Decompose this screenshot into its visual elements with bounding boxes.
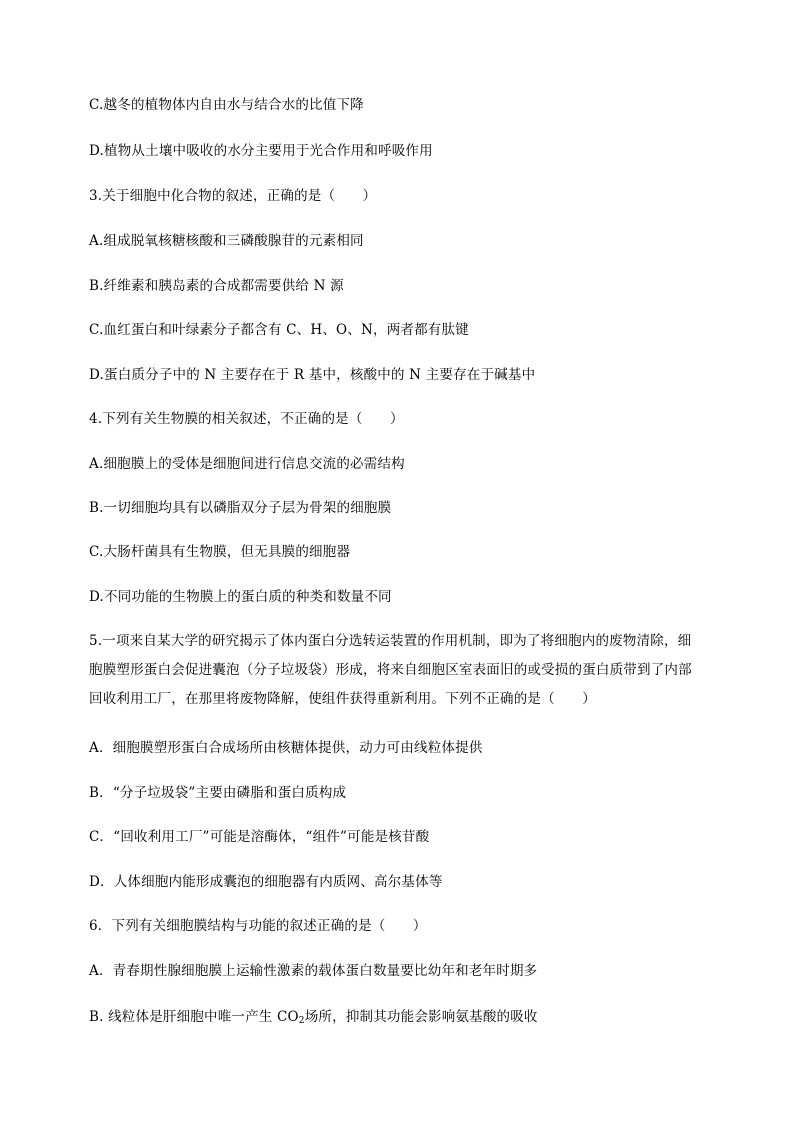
q3-option-c: C.血红蛋白和叶绿素分子都含有 C、H、O、N，两者都有肽键 xyxy=(89,322,469,338)
q4-option-c: C.大肠杆菌具有生物膜，但无具膜的细胞器 xyxy=(89,544,351,560)
q5-stem-line-1: 5.一项来自某大学的研究揭示了体内蛋白分选转运装置的作用机制，即为了将细胞内的废物清除，细 xyxy=(89,633,692,649)
q4-option-b: B.一切细胞均具有以磷脂双分子层为骨架的细胞膜 xyxy=(89,500,392,516)
q5-option-d: D．人体细胞内能形成囊泡的细胞器有内质网、高尔基体等 xyxy=(89,874,443,890)
q5-option-b: B．“分子垃圾袋”主要由磷脂和蛋白质构成 xyxy=(89,785,347,801)
q6-option-b-subscript: 2 xyxy=(298,1016,305,1026)
q5-stem xyxy=(89,627,709,714)
q3-option-a: A.组成脱氧核糖核酸和三磷酸腺苷的元素相同 xyxy=(89,233,364,249)
q5-stem-line-2: 胞膜塑形蛋白会促进囊泡（分子垃圾袋）形成，将来自细胞区室表面旧的或受损的蛋白质带到了内部 xyxy=(89,662,692,678)
q6-option-b-text-2: 场所，抑制其功能会影响氨基酸的吸收 xyxy=(304,1009,538,1025)
q5-option-a: A．细胞膜塑形蛋白合成场所由核糖体提供，动力可由线粒体提供 xyxy=(89,740,483,756)
q4-option-a: A.细胞膜上的受体是细胞间进行信息交流的必需结构 xyxy=(89,456,405,472)
q4-stem: 4.下列有关生物膜的相关叙述，不正确的是（ ） xyxy=(89,411,404,427)
q6-option-a: A．青春期性腺细胞膜上运输性激素的载体蛋白数量要比幼年和老年时期多 xyxy=(89,963,538,979)
q2-option-d: D.植物从土壤中吸收的水分主要用于光合作用和呼吸作用 xyxy=(89,143,433,159)
q3-stem: 3.关于细胞中化合物的叙述，正确的是（ ） xyxy=(89,188,377,204)
q3-option-d: D.蛋白质分子中的 N 主要存在于 R 基中，核酸中的 N 主要存在于碱基中 xyxy=(89,367,536,383)
q2-option-c: C.越冬的植物体内自由水与结合水的比值下降 xyxy=(89,97,364,113)
q6-option-b-text-1: B. 线粒体是肝细胞中唯一产生 CO xyxy=(89,1009,299,1025)
q6-option-b xyxy=(89,1008,709,1026)
q5-stem-line-3: 回收利用工厂，在那里将废物降解，使组件获得重新利用。下列不正确的是（ ） xyxy=(89,691,596,707)
q6-stem: 6．下列有关细胞膜结构与功能的叙述正确的是（ ） xyxy=(89,918,427,934)
q4-option-d: D.不同功能的生物膜上的蛋白质的种类和数量不同 xyxy=(89,589,392,605)
q5-option-c: C．“回收利用工厂”可能是溶酶体，“组件”可能是核苷酸 xyxy=(89,829,430,845)
q3-option-b: B.纤维素和胰岛素的合成都需要供给 N 源 xyxy=(89,278,344,294)
